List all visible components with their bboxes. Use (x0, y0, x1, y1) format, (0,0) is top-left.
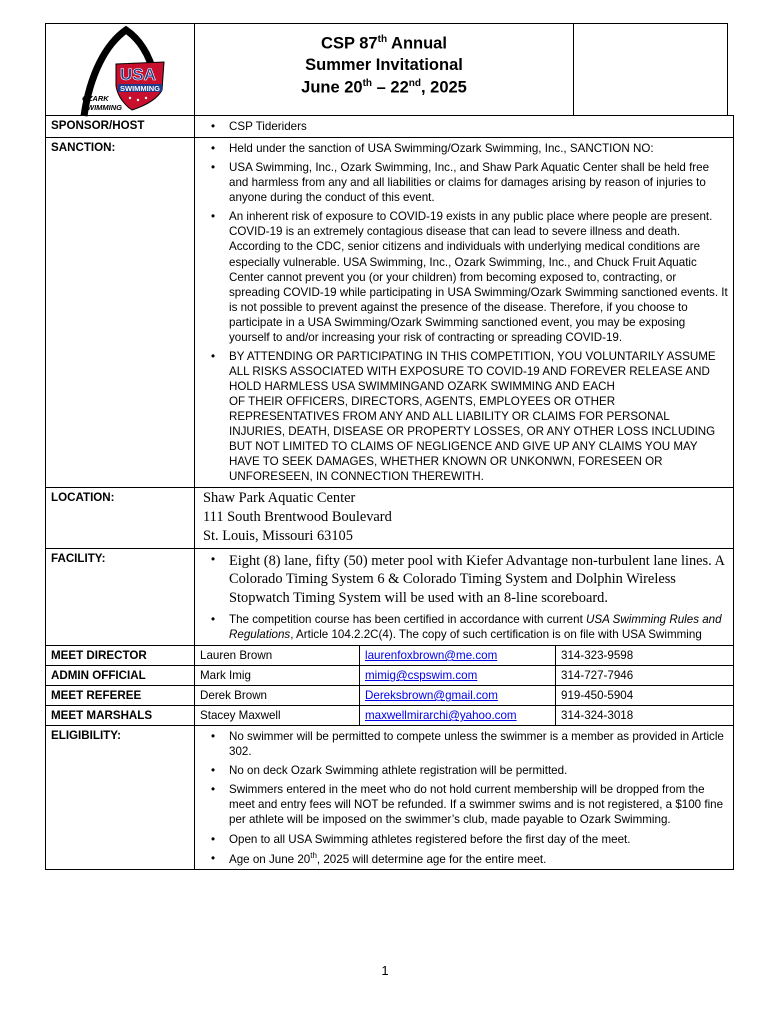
svg-text:SWIMMING: SWIMMING (82, 103, 122, 112)
official-label: MEET DIRECTOR (46, 645, 195, 665)
svg-text:USA: USA (120, 65, 156, 84)
official-phone: 314-324-3018 (556, 706, 734, 726)
sanction-label: SANCTION: (46, 138, 195, 488)
list-item: • The competition course has been certified in accordance with current USA Swimming Rules and Regulations, Article 104.2.2C(4). The copy of such certification is on file with USA Swimming (200, 612, 728, 642)
official-email (360, 645, 556, 665)
official-row (46, 665, 734, 685)
address-line: 111 South Brentwood Boulevard (203, 509, 392, 526)
facility-label: FACILITY: (46, 548, 195, 645)
location-label: LOCATION: (46, 488, 195, 548)
facility-content (195, 548, 734, 645)
eligibility-content (195, 726, 734, 870)
sponsor-label: SPONSOR/HOST (46, 116, 195, 138)
list-item: • CSP Tideriders (200, 119, 728, 134)
blank-header-cell (574, 24, 727, 115)
location-row (46, 488, 734, 548)
official-label: MEET REFEREE (46, 686, 195, 706)
official-name: Derek Brown (195, 686, 360, 706)
list-item: • Age on June 20th, 2025 will determine age for the entire meet. (200, 851, 728, 867)
meet-info-table (45, 115, 734, 870)
svg-text:OZARK: OZARK (82, 94, 109, 103)
official-phone: 314-323-9598 (556, 645, 734, 665)
sanction-row (46, 138, 734, 488)
title-line-2: Summer Invitational (305, 56, 463, 75)
official-email (360, 706, 556, 726)
list-item: • Held under the sanction of USA Swimming/Ozark Swimming, Inc., SANCTION NO: (200, 141, 728, 156)
sponsor-content (195, 116, 734, 138)
list-item: • Open to all USA Swimming athletes registered before the first day of the meet. (200, 832, 728, 847)
list-item: • Swimmers entered in the meet who do not hold current membership will be dropped from the meet and entry fees will NOT be refunded. If a swimmer swims and is not registered, a $100 fine per athlete will be imposed on the swimmer’s club, made payable to Ozark Swimming. (200, 782, 728, 827)
list-item: • USA Swimming, Inc., Ozark Swimming, Inc., and Shaw Park Aquatic Center shall be held free and harmless from any and all liabilities or claims for damages arising by reason of injuries to anyone during the conduct of this event. (200, 160, 728, 205)
email-link[interactable]: maxwellmirarchi@yahoo.com (365, 709, 517, 723)
official-name: Lauren Brown (195, 645, 360, 665)
list-item: • Eight (8) lane, fifty (50) meter pool with Kiefer Advantage non-turbulent lane lines. A Colorado Timing System 6 & Colorado Timing System and Dolphin Wireless Stopwatch Timing System will be used with an 8-line scoreboard. (200, 552, 728, 608)
svg-text:SWIMMING: SWIMMING (120, 84, 160, 93)
official-name: Stacey Maxwell (195, 706, 360, 726)
usa-swimming-ozark-logo (46, 24, 195, 117)
official-label: MEET MARSHALS (46, 706, 195, 726)
address-line: Shaw Park Aquatic Center (203, 490, 356, 507)
location-address (195, 488, 734, 548)
eligibility-row (46, 726, 734, 870)
official-email (360, 686, 556, 706)
email-link[interactable]: laurenfoxbrown@me.com (365, 648, 498, 662)
email-link[interactable]: mimig@cspswim.com (365, 668, 478, 682)
sponsor-row (46, 116, 734, 138)
official-row (46, 645, 734, 665)
list-item: • BY ATTENDING OR PARTICIPATING IN THIS COMPETITION, YOU VOLUNTARILY ASSUME ALL RISKS ASSOCIATED WITH EXPOSURE TO COVID-19 AND FOREVER RELEASE AND HOLD HARMLESS USA SWIMMINGAND OZARK SWIMMING AND EACH OF THEIR OFFICERS, DIRECTORS, AGENTS, EMPLOYEES OR OTHER REPRESENTATIVES FROM ANY AND ALL LIABILITY OR CLAIMS FOR PERSONAL INJURIES, DEATH, DISEASE OR PROPERTY LOSSES, OR ANY OTHER LOSS INCLUDING BUT NOT LIMITED TO CLAIMS OF NEGLIGENCE AND GIVE UP ANY CLAIMS YOU MAY HAVE TO SEEK DAMAGES, WHETHER KNOWN OR UNKONWN, FORESEEN OR UNFORESEEN, IN CONNECTION THEREWITH. (200, 349, 728, 485)
official-phone: 314-727-7946 (556, 665, 734, 685)
list-item: • No swimmer will be permitted to compete unless the swimmer is a member as provided in Article 302. (200, 729, 728, 759)
eligibility-label: ELIGIBILITY: (46, 726, 195, 870)
sanction-content (195, 138, 734, 488)
list-item: • An inherent risk of exposure to COVID-19 exists in any public place where people are present. COVID-19 is an extremely contagious disease that can lead to severe illness and death. According to the CDC, senior citizens and individuals with underlying medical conditions are especially vulnerable. USA Swimming, Inc., Ozark Swimming, Inc., and Chuck Fruit Aquatic Center cannot prevent you (or your children) from becoming exposed to, contracting, or spreading COVID-19 while participating in USA Swimming/Ozark Swimming sanctioned events. It is not possible to prevent against the presence of the disease. Therefore, if you choose to participate in a USA Swimming/Ozark Swimming sanctioned event, you may be exposing yourself to and/or increasing your risk of contracting or spreading COVID-19. (200, 209, 728, 345)
address-line: St. Louis, Missouri 63105 (203, 527, 353, 544)
logo-cell (46, 24, 195, 115)
email-link[interactable]: Dereksbrown@gmail.com (365, 689, 498, 702)
official-phone: 919-450-5904 (556, 686, 734, 706)
meet-title (195, 24, 574, 115)
official-email (360, 665, 556, 685)
official-label: ADMIN OFFICIAL (46, 665, 195, 685)
official-row (46, 706, 734, 726)
list-item: • No on deck Ozark Swimming athlete registration will be permitted. (200, 763, 728, 778)
page-number: 1 (381, 963, 389, 978)
document-header (45, 23, 728, 116)
facility-row (46, 548, 734, 645)
title-line-1: CSP 87th Annual (321, 34, 447, 53)
title-line-3: June 20th – 22nd, 2025 (301, 78, 467, 97)
official-row (46, 686, 734, 706)
official-name: Mark Imig (195, 665, 360, 685)
